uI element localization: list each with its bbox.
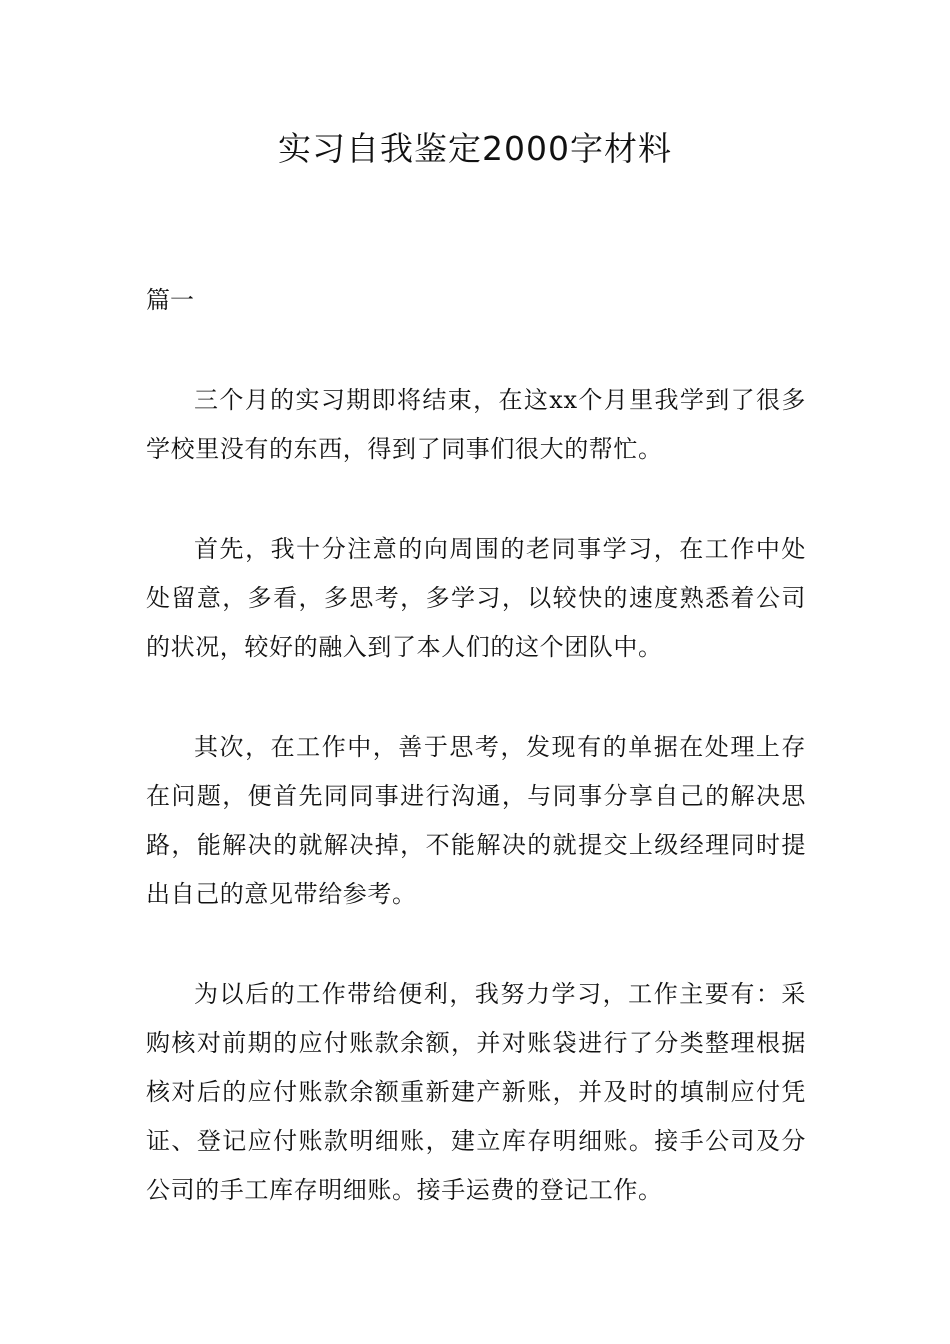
paragraph-4: 为以后的工作带给便利，我努力学习，工作主要有：采购核对前期的应付账款余额，并对账袋进行了分类整理根据核对后的应付账款余额重新建产新账，并及时的填制应付凭证、登记应付账款明细账，建立库存明细账。接手公司及分公司的手工库存明细账。接手运费的登记工作。 <box>146 980 806 1204</box>
paragraph-2: 首先，我十分注意的向周围的老同事学习，在工作中处处留意，多看，多思考，多学习，以较快的速度熟悉着公司的状况，较好的融入到了本人们的这个团队中。 <box>146 535 806 661</box>
document-title: 实习自我鉴定2000字材料 <box>278 129 672 168</box>
paragraph-1: 三个月的实习期即将结束，在这xx个月里我学到了很多学校里没有的东西，得到了同事们很大的帮忙。 <box>146 386 806 463</box>
paragraph-3: 其次，在工作中，善于思考，发现有的单据在处理上存在问题，便首先同同事进行沟通，与同事分享自己的解决思路，能解决的就解决掉，不能解决的就提交上级经理同时提出自己的意见带给参考。 <box>146 733 806 908</box>
section-label: 篇一 <box>146 286 194 314</box>
